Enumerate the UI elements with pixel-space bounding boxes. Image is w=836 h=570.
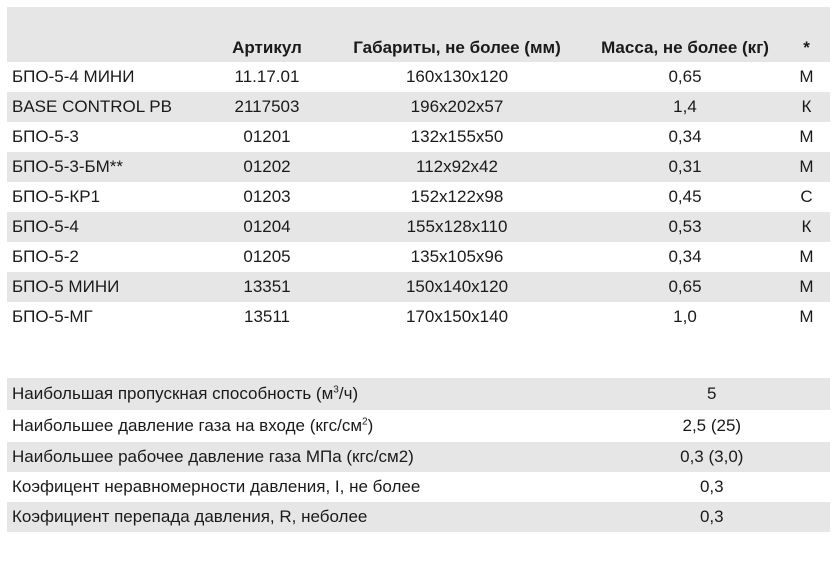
products-table xyxy=(7,7,830,332)
spec-row xyxy=(7,378,830,410)
cell-dimensions: 152x122x98 xyxy=(410,187,504,206)
cell-mass: 0,65 xyxy=(668,277,702,296)
spec-value: 5 xyxy=(707,384,717,403)
cell-dimensions: 196x202x57 xyxy=(410,97,504,116)
spec-value: 0,3 (3,0) xyxy=(680,447,744,466)
cell-name: БПО-5-МГ xyxy=(12,307,93,326)
cell-article: 01205 xyxy=(243,247,291,266)
spec-value: 0,3 xyxy=(699,477,724,496)
spec-label: Наибольшее рабочее давление газа МПа (кгс/см2) xyxy=(12,447,414,466)
table-row xyxy=(7,62,830,92)
table-row xyxy=(7,152,830,182)
spec-value: 0,3 xyxy=(699,507,724,526)
cell-mass: 0,31 xyxy=(668,157,702,176)
cell-dimensions: 170x150x140 xyxy=(405,307,509,326)
cell-article: 13351 xyxy=(243,277,291,296)
spec-row xyxy=(7,410,830,442)
cell-article: 11.17.01 xyxy=(234,67,300,86)
table-header xyxy=(7,7,830,62)
spec-label: Коэфицент неравномерности давления, I, не более xyxy=(12,477,421,496)
cell-article: 01201 xyxy=(243,127,291,146)
cell-mass: 0,34 xyxy=(668,127,702,146)
cell-star: С xyxy=(800,187,813,206)
table-row xyxy=(7,122,830,152)
cell-mass: 0,65 xyxy=(668,67,702,86)
cell-mass: 0,45 xyxy=(668,187,702,206)
cell-mass: 1,4 xyxy=(673,97,697,116)
header-mass: Масса, не более (кг) xyxy=(601,38,769,57)
cell-mass: 0,53 xyxy=(668,217,702,236)
cell-dimensions: 132x155x50 xyxy=(410,127,504,146)
spec-label: Наибольшее давление газа на входе $(кгс/см^2)$ xyxy=(12,416,374,435)
specs-table xyxy=(7,378,830,532)
cell-name: БПО-5-4 МИНИ xyxy=(12,67,135,86)
cell-article: 01203 xyxy=(243,187,291,206)
cell-star: М xyxy=(799,127,814,146)
cell-dimensions: 155x128x110 xyxy=(406,217,508,236)
table-row xyxy=(7,272,830,302)
header-star: * xyxy=(803,38,810,57)
cell-star: М xyxy=(799,277,814,296)
cell-dimensions: 112x92x42 xyxy=(416,157,498,176)
spec-row xyxy=(7,472,830,502)
spec-row xyxy=(7,502,830,532)
cell-star: М xyxy=(799,157,814,176)
cell-star: К xyxy=(801,97,812,116)
cell-name: БПО-5-4 xyxy=(12,217,79,236)
cell-dimensions: 160x130x120 xyxy=(405,67,509,86)
cell-dimensions: 135x105x96 xyxy=(410,247,504,266)
cell-name: БПО-5-КР1 xyxy=(12,187,101,206)
spec-value: 2,5 (25) xyxy=(682,416,742,435)
cell-article: 01204 xyxy=(243,217,291,236)
cell-name: BASE CONTROL PB xyxy=(12,97,172,116)
table-row xyxy=(7,182,830,212)
table-row xyxy=(7,242,830,272)
cell-article: 13511 xyxy=(243,307,290,326)
cell-star: К xyxy=(801,217,812,236)
cell-name: БПО-5 МИНИ xyxy=(12,277,120,296)
header-dimensions: Габариты, не более (мм) xyxy=(353,38,561,57)
cell-name: БПО-5-2 xyxy=(12,247,79,266)
cell-mass: 1,0 xyxy=(673,307,697,326)
cell-star: М xyxy=(799,307,814,326)
cell-name: БПО-5-3 xyxy=(12,127,79,146)
table-row xyxy=(7,302,830,332)
spec-row xyxy=(7,442,830,472)
cell-article: 01202 xyxy=(243,157,291,176)
spec-label: Наибольшая пропускная способность $(м^3/ч)$ xyxy=(12,384,359,403)
cell-dimensions: 150x140x120 xyxy=(405,277,509,296)
cell-mass: 0,34 xyxy=(668,247,702,266)
table-row xyxy=(7,92,830,122)
cell-star: М xyxy=(799,247,814,266)
header-article: Артикул xyxy=(232,38,302,57)
cell-star: М xyxy=(799,67,814,86)
cell-article: 2117503 xyxy=(234,97,300,116)
spec-label: Коэфициент перепада давления, R, неболее xyxy=(12,507,368,526)
table-row xyxy=(7,212,830,242)
cell-name: БПО-5-3-БМ** xyxy=(12,157,124,176)
